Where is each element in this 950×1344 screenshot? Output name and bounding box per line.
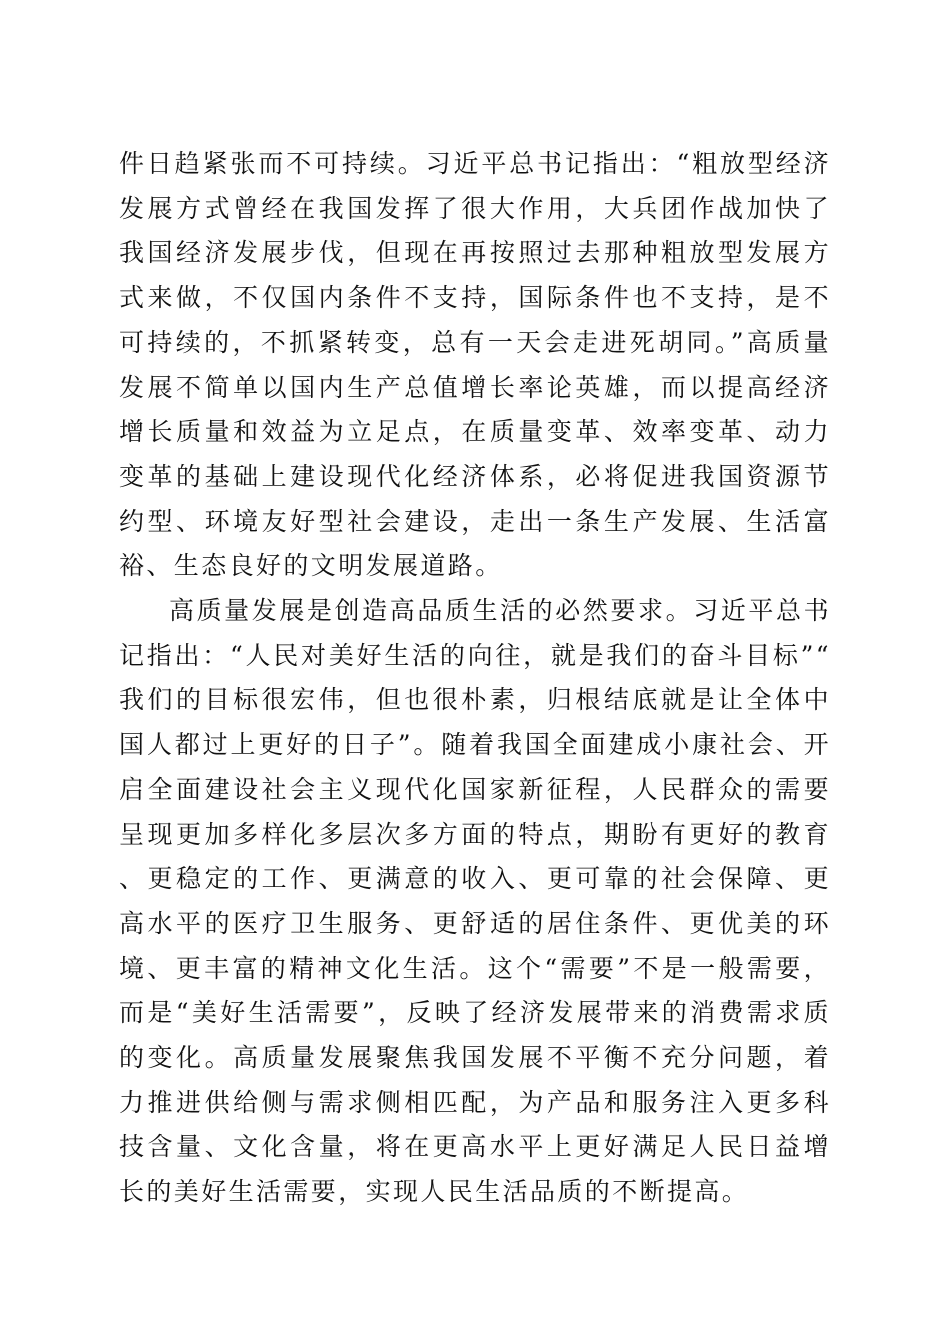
paragraph-high-quality-life: 高质量发展是创造高品质生活的必然要求。习近平总书记指出：“人民对美好生活的向往，就是我们的奋斗目标”“我们的目标很宏伟，但也很朴素，归根结底就是让全体中国人都过上更好的日子”。随着我国全面建成小康社会、开启全面建设社会主义现代化国家新征程，人民群众的需要呈现更加多样化多层次多方面的特点，期盼有更好的教育、更稳定的工作、更满意的收入、更可靠的社会保障、更高水平的医疗卫生服务、更舒适的居住条件、更优美的环境、更丰富的精神文化生活。这个“需要”不是一般需要，而是“美好生活需要”，反映了经济发展带来的消费需求质的变化。高质量发展聚焦我国发展不平衡不充分问题，着力推进供给侧与需求侧相匹配，为产品和服务注入更多科技含量、文化含量，将在更高水平上更好满足人民日益增长的美好生活需要，实现人民生活品质的不断提高。 bbox=[119, 596, 831, 1207]
document-body bbox=[119, 142, 831, 1215]
paragraph-continuation: 件日趋紧张而不可持续。习近平总书记指出：“粗放型经济发展方式曾经在我国发挥了很大作用，大兵团作战加快了我国经济发展步伐，但现在再按照过去那种粗放型发展方式来做，不仅国内条件不支持，国际条件也不支持，是不可持续的，不抓紧转变，总有一天会走进死胡同。”高质量发展不简单以国内生产总值增长率论英雄，而以提高经济增长质量和效益为立足点，在质量变革、效率变革、动力变革的基础上建设现代化经济体系，必将促进我国资源节约型、环境友好型社会建设，走出一条生产发展、生活富裕、生态良好的文明发展道路。 bbox=[119, 149, 831, 581]
